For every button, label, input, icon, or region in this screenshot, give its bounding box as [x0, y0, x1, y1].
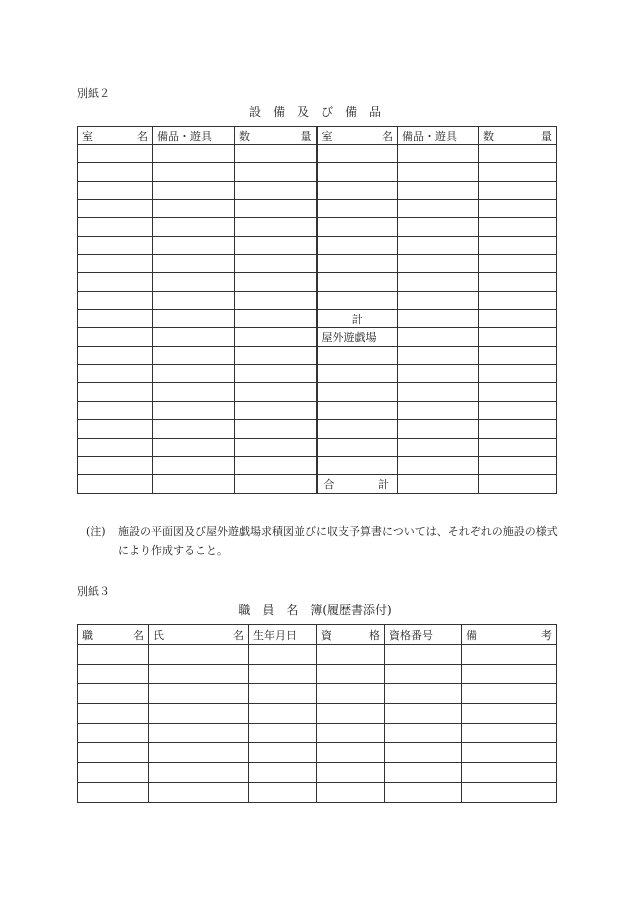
cell-equipment-left [153, 145, 235, 163]
cell-room-right [317, 145, 398, 163]
staff-header-0-text [82, 627, 144, 643]
staff-cell [317, 763, 385, 783]
staff-header-3-a: 資 [321, 628, 332, 642]
staff-cell [462, 664, 557, 684]
staff-header-4: 資格番号 [385, 625, 462, 645]
cell-quantity-right [479, 401, 557, 419]
header-quantity-right-text [483, 128, 552, 144]
staff-cell [78, 723, 149, 743]
staff-row [78, 743, 557, 763]
equipment-row [78, 383, 557, 401]
cell-quantity-left [235, 291, 317, 309]
staff-cell [78, 743, 149, 763]
equipment-row [78, 420, 557, 438]
equipment-row [78, 401, 557, 419]
staff-row [78, 664, 557, 684]
cell-equipment-left [153, 163, 235, 181]
staff-cell [149, 664, 249, 684]
staff-cell [249, 723, 317, 743]
staff-header-2: 生年月日 [249, 625, 317, 645]
cell-quantity-right [479, 475, 557, 494]
cell-room-right [317, 401, 398, 419]
subtotal-cell: 計 [317, 310, 398, 328]
staff-cell [317, 782, 385, 802]
cell-quantity-right [479, 236, 557, 254]
cell-room-right [317, 383, 398, 401]
cell-equipment-right [398, 438, 479, 456]
staff-header-5 [462, 625, 557, 645]
staff-header-5-a: 備 [466, 628, 477, 642]
cell-equipment-left [153, 383, 235, 401]
staff-cell [385, 782, 462, 802]
grand-total-text [322, 476, 394, 492]
cell-room-right [317, 346, 398, 364]
staff-cell [385, 723, 462, 743]
staff-cell [78, 684, 149, 704]
cell-equipment-left [153, 181, 235, 199]
equipment-row [78, 328, 557, 346]
cell-equipment-right [398, 291, 479, 309]
staff-cell [78, 664, 149, 684]
staff-header-0-b: 名 [133, 628, 144, 642]
header-room-right [317, 127, 398, 145]
cell-equipment-left [153, 456, 235, 474]
cell-room-right [317, 456, 398, 474]
staff-header-3-b: 格 [369, 628, 380, 642]
staff-header-1-b: 名 [233, 628, 244, 642]
cell-quantity-left [235, 273, 317, 291]
cell-equipment-left [153, 291, 235, 309]
staff-cell [462, 743, 557, 763]
sheet2-title: 設 備 及 び 備 品 [248, 105, 381, 119]
cell-room-left [78, 218, 153, 236]
equipment-row [78, 475, 557, 494]
cell-equipment-right [398, 365, 479, 383]
equipment-row [78, 273, 557, 291]
staff-cell [249, 782, 317, 802]
note-prefix: (注) [86, 525, 106, 538]
staff-cell [317, 704, 385, 724]
cell-equipment-right [398, 181, 479, 199]
cell-quantity-left [235, 346, 317, 364]
equipment-row [78, 163, 557, 181]
note-text: 施設の平面図及び屋外遊戯場求積図並びに収支予算書については、それぞれの施設の様式により作成すること。 [118, 525, 558, 557]
staff-header-3 [317, 625, 385, 645]
equipment-row [78, 456, 557, 474]
staff-cell [317, 723, 385, 743]
header-equipment-right: 備品・遊具 [398, 127, 479, 145]
cell-equipment-right [398, 475, 479, 494]
cell-room-right [317, 438, 398, 456]
cell-quantity-left [235, 420, 317, 438]
cell-quantity-right [479, 310, 557, 328]
cell-room-right [317, 273, 398, 291]
equipment-row [78, 291, 557, 309]
staff-header-row [78, 625, 557, 645]
cell-equipment-right [398, 200, 479, 218]
cell-room-left [78, 255, 153, 273]
cell-room-right [317, 236, 398, 254]
cell-quantity-right [479, 328, 557, 346]
cell-quantity-right [479, 218, 557, 236]
cell-equipment-right [398, 255, 479, 273]
header-quantity-left-b: 量 [300, 129, 312, 143]
equipment-header-row [78, 127, 557, 145]
staff-row [78, 782, 557, 802]
staff-cell [462, 684, 557, 704]
staff-cell [317, 684, 385, 704]
equipment-row [78, 438, 557, 456]
cell-quantity-left [235, 218, 317, 236]
cell-room-right [317, 420, 398, 438]
staff-header-5-text [466, 627, 552, 643]
header-room-right-b: 名 [382, 129, 393, 143]
staff-cell [385, 645, 462, 665]
equipment-row [78, 310, 557, 328]
header-room-left [78, 127, 153, 145]
cell-room-right [317, 163, 398, 181]
cell-equipment-right [398, 145, 479, 163]
cell-quantity-right [479, 346, 557, 364]
sheet3-label: 別紙３ [77, 585, 110, 598]
cell-equipment-left [153, 310, 235, 328]
cell-room-left [78, 291, 153, 309]
cell-quantity-left [235, 181, 317, 199]
staff-row [78, 645, 557, 665]
cell-quantity-right [479, 420, 557, 438]
cell-equipment-right [398, 236, 479, 254]
cell-quantity-right [479, 163, 557, 181]
staff-header-1-a: 氏 [153, 628, 164, 642]
header-equipment-left: 備品・遊具 [153, 127, 235, 145]
staff-cell [149, 723, 249, 743]
cell-equipment-left [153, 401, 235, 419]
cell-equipment-right [398, 420, 479, 438]
cell-quantity-left [235, 163, 317, 181]
staff-header-0 [78, 625, 149, 645]
cell-equipment-left [153, 346, 235, 364]
staff-header-0-a: 職 [82, 628, 93, 642]
cell-quantity-left [235, 236, 317, 254]
cell-room-right [317, 291, 398, 309]
header-quantity-left [235, 127, 317, 145]
sheet2-label: 別紙２ [77, 87, 110, 100]
cell-equipment-right [398, 218, 479, 236]
staff-cell [462, 763, 557, 783]
cell-quantity-left [235, 456, 317, 474]
staff-header-3-text [321, 627, 380, 643]
grand-total-a: 合 [323, 478, 335, 492]
staff-cell [462, 704, 557, 724]
staff-cell [78, 763, 149, 783]
equipment-row [78, 181, 557, 199]
outdoor-playground-cell: 屋外遊戯場 [317, 328, 398, 346]
cell-room-left [78, 475, 153, 494]
cell-quantity-right [479, 145, 557, 163]
staff-cell [317, 664, 385, 684]
cell-equipment-right [398, 401, 479, 419]
staff-cell [462, 723, 557, 743]
cell-quantity-right [479, 291, 557, 309]
cell-quantity-left [235, 255, 317, 273]
cell-equipment-left [153, 438, 235, 456]
cell-room-left [78, 456, 153, 474]
cell-equipment-right [398, 328, 479, 346]
cell-room-left [78, 328, 153, 346]
staff-cell [249, 684, 317, 704]
cell-room-left [78, 420, 153, 438]
staff-row [78, 684, 557, 704]
staff-row [78, 704, 557, 724]
cell-quantity-right [479, 438, 557, 456]
cell-quantity-left [235, 310, 317, 328]
cell-quantity-right [479, 200, 557, 218]
equipment-row [78, 218, 557, 236]
staff-cell [78, 704, 149, 724]
equipment-row [78, 255, 557, 273]
header-room-right-text [322, 128, 394, 144]
cell-room-left [78, 163, 153, 181]
cell-room-right [317, 181, 398, 199]
header-quantity-right [479, 127, 557, 145]
cell-equipment-left [153, 236, 235, 254]
cell-room-left [78, 310, 153, 328]
cell-room-left [78, 346, 153, 364]
staff-cell [149, 645, 249, 665]
staff-cell [249, 704, 317, 724]
staff-cell [249, 645, 317, 665]
staff-cell [249, 664, 317, 684]
cell-quantity-left [235, 200, 317, 218]
staff-header-1-text [153, 627, 244, 643]
equipment-row [78, 365, 557, 383]
cell-equipment-right [398, 310, 479, 328]
cell-room-left [78, 401, 153, 419]
header-room-left-a: 室 [82, 129, 93, 143]
staff-cell [149, 782, 249, 802]
cell-equipment-right [398, 163, 479, 181]
staff-row [78, 763, 557, 783]
cell-equipment-left [153, 420, 235, 438]
cell-quantity-left [235, 365, 317, 383]
staff-cell [385, 704, 462, 724]
cell-room-right [317, 218, 398, 236]
header-quantity-left-text [239, 128, 312, 144]
cell-quantity-right [479, 181, 557, 199]
grand-total-cell [317, 475, 398, 494]
cell-quantity-right [479, 255, 557, 273]
header-room-left-b: 名 [137, 129, 148, 143]
cell-quantity-left [235, 383, 317, 401]
cell-room-left [78, 200, 153, 218]
cell-equipment-left [153, 475, 235, 494]
equipment-table [77, 126, 557, 494]
cell-equipment-right [398, 383, 479, 401]
staff-cell [149, 684, 249, 704]
header-quantity-left-a: 数 [239, 129, 250, 143]
cell-equipment-left [153, 200, 235, 218]
cell-equipment-right [398, 456, 479, 474]
sheet3-title: 職 員 名 簿(履歴書添付) [238, 603, 392, 617]
cell-quantity-right [479, 365, 557, 383]
cell-quantity-left [235, 328, 317, 346]
cell-equipment-right [398, 346, 479, 364]
cell-quantity-right [479, 273, 557, 291]
cell-room-left [78, 236, 153, 254]
staff-cell [317, 743, 385, 763]
cell-room-right [317, 200, 398, 218]
staff-cell [149, 743, 249, 763]
cell-room-left [78, 145, 153, 163]
equipment-row [78, 200, 557, 218]
cell-equipment-left [153, 273, 235, 291]
staff-cell [78, 645, 149, 665]
note-block [86, 522, 558, 560]
staff-cell [149, 704, 249, 724]
staff-cell [249, 763, 317, 783]
cell-room-left [78, 365, 153, 383]
header-room-right-a: 室 [321, 129, 333, 143]
staff-cell [462, 782, 557, 802]
staff-cell [385, 743, 462, 763]
cell-quantity-left [235, 475, 317, 494]
cell-equipment-left [153, 255, 235, 273]
staff-cell [385, 763, 462, 783]
cell-quantity-left [235, 145, 317, 163]
cell-equipment-left [153, 328, 235, 346]
staff-table [77, 624, 557, 803]
cell-room-left [78, 438, 153, 456]
cell-quantity-right [479, 456, 557, 474]
cell-quantity-left [235, 438, 317, 456]
staff-cell [317, 645, 385, 665]
cell-quantity-left [235, 401, 317, 419]
cell-equipment-right [398, 273, 479, 291]
staff-cell [78, 782, 149, 802]
equipment-row [78, 145, 557, 163]
header-room-left-text [82, 128, 148, 144]
staff-cell [149, 763, 249, 783]
staff-row [78, 723, 557, 743]
cell-room-right [317, 255, 398, 273]
grand-total-b: 計 [378, 478, 389, 492]
cell-quantity-right [479, 383, 557, 401]
header-quantity-right-b: 量 [541, 129, 552, 143]
staff-cell [385, 664, 462, 684]
cell-room-left [78, 181, 153, 199]
staff-cell [249, 743, 317, 763]
equipment-row [78, 236, 557, 254]
cell-equipment-left [153, 365, 235, 383]
staff-cell [385, 684, 462, 704]
staff-cell [462, 645, 557, 665]
staff-header-5-b: 考 [541, 628, 552, 642]
header-quantity-right-a: 数 [483, 129, 494, 143]
staff-header-1 [149, 625, 249, 645]
cell-room-left [78, 273, 153, 291]
equipment-row [78, 346, 557, 364]
cell-equipment-left [153, 218, 235, 236]
cell-room-left [78, 383, 153, 401]
cell-room-right [317, 365, 398, 383]
